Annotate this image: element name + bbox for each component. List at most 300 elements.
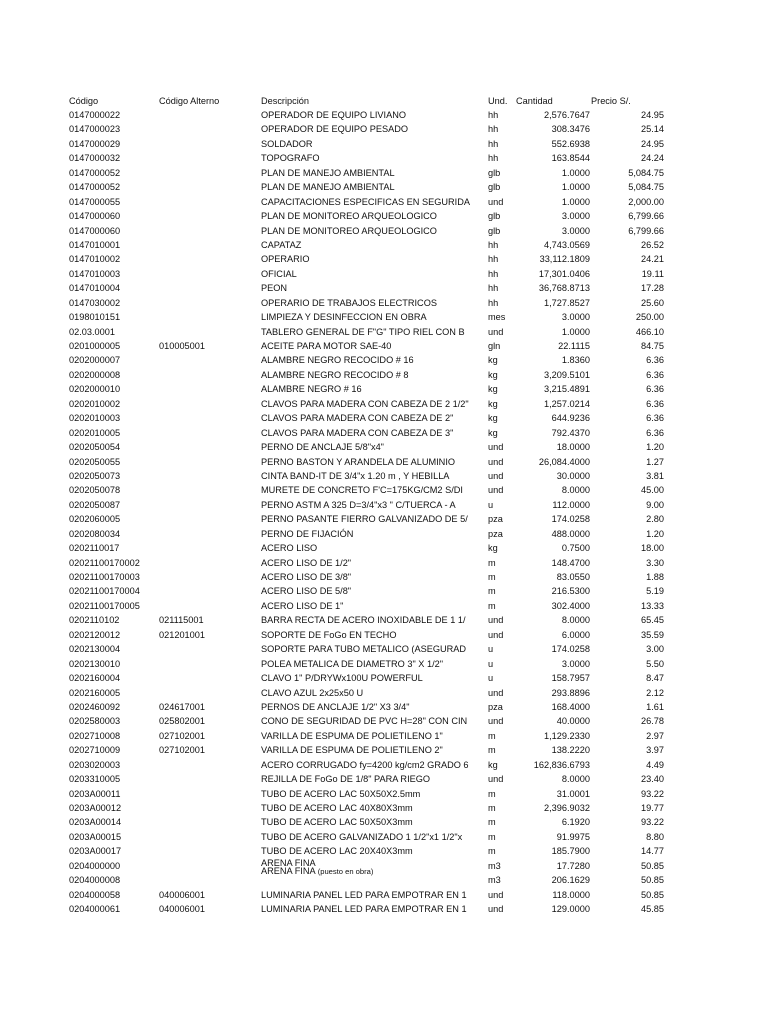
table-row [0, 397, 768, 411]
row-unit: m [488, 557, 496, 568]
table-row [0, 772, 768, 786]
row-quantity: 26,084.4000 [538, 456, 590, 467]
table-row [0, 743, 768, 757]
row-code: 0147000060 [69, 211, 121, 222]
row-quantity: 33,112.1809 [539, 254, 590, 265]
row-price: 466.10 [635, 326, 664, 337]
row-price: 25.60 [641, 297, 664, 308]
row-quantity: 4,743.0569 [544, 239, 590, 250]
row-code: 0202160005 [69, 687, 121, 698]
header-price: Precio S/. [591, 96, 631, 106]
row-description: PLAN DE MANEJO AMBIENTAL [261, 182, 395, 193]
row-price: 19.77 [641, 803, 664, 813]
row-unit: kg [488, 384, 498, 395]
row-description: TUBO DE ACERO LAC 50X50X3mm [261, 817, 413, 828]
row-description: POLEA METALICA DE DIAMETRO 3" X 1/2" [261, 658, 443, 669]
row-description: PLAN DE MONITOREO ARQUEOLOGICO [261, 225, 437, 236]
row-quantity: 185.7900 [551, 846, 590, 857]
row-unit: m [488, 817, 496, 828]
table-row [0, 801, 768, 815]
row-description: CONO DE SEGURIDAD DE PVC H=28" CON CIN [261, 716, 468, 727]
row-unit: pza [488, 701, 503, 712]
row-code: 0203A00014 [69, 817, 122, 828]
row-price: 2.80 [646, 514, 664, 525]
row-alt-code: 010005001 [159, 341, 205, 351]
table-row [0, 426, 768, 440]
row-price: 2.97 [646, 730, 664, 741]
row-description: PERNO DE ANCLAJE 5/8"x4" [261, 442, 384, 453]
row-code: 0202050055 [69, 456, 121, 467]
row-code: 0203A00011 [69, 788, 121, 799]
table-row [0, 815, 768, 829]
row-price: 13.33 [641, 600, 664, 611]
row-description-overlap: ARENA FINA (puesto en obra) [261, 866, 374, 877]
row-code: 0202050073 [69, 470, 121, 481]
row-code: 0202060005 [69, 514, 121, 525]
row-quantity: 488.0000 [551, 528, 590, 539]
row-unit: m3 [488, 860, 501, 871]
row-description: CLAVOS PARA MADERA CON CABEZA DE 3" [261, 427, 454, 438]
row-description: ACERO LISO DE 3/8" [261, 572, 352, 582]
row-price: 6.36 [646, 413, 664, 424]
table-row [0, 325, 768, 339]
row-description: CLAVO 1" P/DRYWx100U POWERFUL [261, 673, 423, 684]
row-unit: hh [488, 239, 499, 250]
row-price: 84.75 [641, 341, 664, 351]
row-quantity: 3.0000 [561, 211, 590, 222]
row-price: 1.20 [646, 528, 664, 539]
row-quantity: 3,215.4891 [544, 384, 590, 395]
row-code: 0147000052 [69, 182, 121, 193]
table-row [0, 830, 768, 844]
row-code: 0202160004 [69, 673, 121, 684]
row-description: PEON [261, 283, 288, 294]
row-quantity: 112.0000 [552, 499, 590, 510]
row-price: 26.78 [641, 716, 664, 727]
table-row [0, 281, 768, 295]
row-description: TUBO DE ACERO GALVANIZADO 1 1/2"x1 1/2"x [261, 831, 463, 842]
row-code: 0147000055 [69, 196, 121, 207]
row-price: 25.14 [641, 124, 664, 135]
row-price: 50.85 [641, 875, 664, 886]
row-quantity: 168.4000 [551, 701, 590, 712]
row-code: 0147000052 [69, 167, 121, 178]
row-description: CLAVO AZUL 2x25x50 U [261, 687, 364, 698]
row-unit: m [488, 788, 496, 799]
row-code: 0147030002 [69, 297, 121, 308]
table-row [0, 339, 768, 353]
row-description: CAPATAZ [261, 239, 302, 250]
row-unit: und [488, 442, 504, 453]
table-row [0, 368, 768, 382]
row-quantity: 129.0000 [551, 904, 590, 915]
row-quantity: 216.5300 [551, 586, 590, 597]
table-row [0, 902, 768, 916]
row-quantity: 1,257.0214 [544, 398, 590, 409]
row-quantity: 206.1629 [551, 875, 590, 886]
table-header [0, 95, 768, 108]
row-price: 17.28 [641, 283, 664, 294]
row-code: 0202050087 [69, 499, 121, 510]
row-description: PERNO PASANTE FIERRO GALVANIZADO DE 5/ [261, 514, 468, 525]
row-price: 8.47 [646, 673, 664, 684]
row-description: LUMINARIA PANEL LED PARA EMPOTRAR EN 1 [261, 889, 467, 900]
row-unit: hh [488, 153, 499, 164]
row-description: TUBO DE ACERO LAC 20X40X3mm [261, 846, 413, 857]
row-unit: u [488, 673, 494, 684]
row-code: 0147000029 [69, 138, 121, 149]
row-quantity: 8.0000 [561, 615, 590, 626]
row-quantity: 8.0000 [561, 485, 590, 496]
row-description: OPERARIO DE TRABAJOS ELECTRICOS [261, 297, 437, 308]
table-row [0, 556, 768, 570]
row-unit: und [488, 196, 504, 207]
row-unit: und [488, 629, 504, 640]
row-unit: kg [488, 355, 498, 366]
row-code: 0202460092 [69, 701, 121, 712]
table-row [0, 758, 768, 772]
row-price: 93.22 [641, 817, 664, 828]
row-code: 0202000008 [69, 369, 121, 380]
table-row [0, 714, 768, 728]
row-price: 23.40 [641, 774, 664, 785]
table-row [0, 671, 768, 685]
row-description: SOPORTE PARA TUBO METALICO (ASEGURAD [261, 644, 467, 655]
row-code: 02.03.0001 [69, 326, 115, 337]
row-code: 0202050054 [69, 442, 121, 453]
row-unit: hh [488, 138, 499, 149]
row-unit: und [488, 774, 504, 785]
table-row [0, 180, 768, 194]
table-row [0, 296, 768, 310]
row-unit: pza [488, 528, 503, 539]
row-description: LUMINARIA PANEL LED PARA EMPOTRAR EN 1 [261, 904, 467, 915]
table-row [0, 498, 768, 512]
row-unit: m [488, 831, 496, 842]
row-price: 5,084.75 [628, 167, 664, 178]
row-price: 24.21 [641, 254, 664, 265]
row-price: 45.00 [641, 485, 664, 496]
row-unit: m [488, 572, 496, 582]
row-code: 0201000005 [69, 341, 121, 351]
row-quantity: 293.8896 [551, 687, 590, 698]
table-row [0, 599, 768, 613]
row-quantity: 1,727.8527 [544, 297, 590, 308]
row-price: 93.22 [641, 788, 664, 799]
row-code: 0202710009 [69, 745, 121, 756]
table-row [0, 729, 768, 743]
row-code: 0202010005 [69, 427, 121, 438]
row-price: 6,799.66 [628, 225, 664, 236]
table-row [0, 195, 768, 209]
row-price: 2,000.00 [628, 196, 664, 207]
row-quantity: 83.0550 [556, 572, 590, 582]
row-price: 35.59 [641, 629, 664, 640]
row-quantity: 6.0000 [561, 629, 590, 640]
row-unit: und [488, 326, 504, 337]
header-unit: Und. [488, 96, 508, 106]
row-code: 02021100170003 [69, 572, 140, 582]
row-description: ALAMBRE NEGRO RECOCIDO # 16 [261, 355, 414, 366]
row-quantity: 17,301.0406 [538, 268, 590, 279]
row-quantity: 3.0000 [561, 312, 590, 323]
row-description: VARILLA DE ESPUMA DE POLIETILENO 1" [261, 730, 443, 741]
row-price: 1.88 [646, 572, 664, 582]
row-alt-code: 024617001 [159, 701, 205, 712]
row-price: 5.50 [646, 658, 664, 669]
row-unit: und [488, 470, 504, 481]
row-description: ACERO LISO DE 5/8" [261, 586, 352, 597]
row-code: 0147010002 [69, 254, 121, 265]
row-price: 19.11 [641, 268, 664, 279]
row-unit: hh [488, 254, 499, 265]
row-unit: kg [488, 398, 498, 409]
table-row [0, 455, 768, 469]
row-unit: m [488, 846, 496, 857]
row-unit: kg [488, 543, 498, 554]
row-code: 0203A00017 [69, 846, 122, 857]
row-unit: mes [488, 312, 506, 323]
row-code: 0202010003 [69, 413, 121, 424]
row-description: ACERO LISO DE 1" [261, 600, 344, 611]
row-description: TUBO DE ACERO LAC 50X50X2.5mm [261, 788, 421, 799]
row-alt-code: 040006001 [159, 904, 205, 915]
row-quantity: 644.9236 [551, 413, 590, 424]
row-quantity: 792.4370 [551, 427, 590, 438]
table-row [0, 209, 768, 223]
row-quantity: 3.0000 [561, 658, 590, 669]
row-price: 6.36 [646, 384, 664, 395]
row-description: BARRA RECTA DE ACERO INOXIDABLE DE 1 1/ [261, 615, 466, 626]
row-description: TABLERO GENERAL DE F"G" TIPO RIEL CON B [261, 326, 465, 337]
row-description: PLAN DE MANEJO AMBIENTAL [261, 167, 395, 178]
row-quantity: 40.0000 [556, 716, 590, 727]
row-quantity: 22.1115 [558, 341, 590, 351]
row-description: CINTA BAND-IT DE 3/4"x 1.20 m , Y HEBILLA [261, 470, 450, 481]
row-unit: glb [488, 211, 501, 222]
row-price: 50.85 [641, 860, 664, 871]
table-row [0, 440, 768, 454]
table-body [0, 108, 768, 859]
row-quantity: 91.9975 [556, 831, 590, 842]
row-description: MURETE DE CONCRETO F'C=175KG/CM2 S/DI [261, 485, 463, 496]
row-code: 0202000007 [69, 355, 121, 366]
row-unit: und [488, 615, 504, 626]
row-price: 9.00 [646, 499, 664, 510]
header-code: Código [69, 96, 99, 106]
row-code: 0202130004 [69, 644, 121, 655]
row-description: ALAMBRE NEGRO RECOCIDO # 8 [261, 369, 409, 380]
table-row [0, 888, 768, 902]
row-description: ACERO CORRUGADO fy=4200 kg/cm2 GRADO 6 [261, 759, 469, 770]
row-code: 0202010002 [69, 398, 121, 409]
row-unit: m [488, 600, 496, 611]
row-code: 0203310005 [69, 774, 121, 785]
row-unit: und [488, 456, 504, 467]
row-price: 5,084.75 [628, 182, 664, 193]
row-unit: glb [488, 182, 501, 193]
row-price: 3.97 [646, 745, 664, 756]
row-price: 4.49 [646, 759, 664, 770]
row-description: ACERO LISO DE 1/2" [261, 557, 352, 568]
row-unit: hh [488, 124, 499, 135]
table-row [0, 382, 768, 396]
row-description: SOPORTE DE FoGo EN TECHO [261, 629, 397, 640]
row-unit: kg [488, 413, 498, 424]
row-code: 0203020003 [69, 759, 121, 770]
header-alt-code: Código Alterno [159, 96, 220, 106]
row-code: 0147000032 [69, 153, 121, 164]
row-unit: m3 [488, 875, 501, 886]
row-quantity: 1.0000 [561, 182, 590, 193]
table-row [0, 541, 768, 555]
row-quantity: 6.1920 [561, 817, 590, 828]
row-description: ARENA FINA [261, 857, 316, 868]
row-unit: m [488, 803, 496, 813]
row-price: 2.12 [646, 687, 664, 698]
row-unit: und [488, 904, 504, 915]
row-unit: m [488, 730, 496, 741]
row-alt-code: 025802001 [159, 716, 205, 727]
row-unit: kg [488, 759, 498, 770]
row-price: 3.00 [646, 644, 664, 655]
table-row [0, 267, 768, 281]
row-code: 0147000023 [69, 124, 121, 135]
row-unit: und [488, 485, 504, 496]
row-code: 0204000061 [69, 904, 121, 915]
row-price: 5.19 [646, 586, 664, 597]
row-quantity: 118.0000 [552, 889, 590, 900]
row-unit: u [488, 499, 494, 510]
table-row [0, 857, 768, 877]
row-price: 250.00 [635, 312, 664, 323]
row-quantity: 1.0000 [561, 167, 590, 178]
row-price: 6.36 [646, 369, 664, 380]
row-unit: hh [488, 283, 499, 294]
row-code: 0202050078 [69, 485, 121, 496]
row-unit: glb [488, 225, 501, 236]
row-price: 1.27 [646, 456, 664, 467]
table-row [0, 613, 768, 627]
table-row [0, 873, 768, 887]
row-price: 18.00 [641, 543, 664, 554]
row-price: 14.77 [641, 846, 664, 857]
row-quantity: 36,768.8713 [538, 283, 590, 294]
row-alt-code: 040006001 [159, 889, 205, 900]
row-quantity: 162,836.6793 [533, 759, 590, 770]
table-row [0, 584, 768, 598]
row-quantity: 18.0000 [556, 442, 590, 453]
row-unit: hh [488, 268, 499, 279]
row-quantity: 1.8360 [561, 355, 590, 366]
row-unit: und [488, 716, 504, 727]
row-code: 0202130010 [69, 658, 121, 669]
row-description: PLAN DE MONITOREO ARQUEOLOGICO [261, 211, 437, 222]
row-description: ACEITE PARA MOTOR SAE-40 [261, 341, 392, 351]
row-price: 50.85 [641, 889, 664, 900]
table-row [0, 844, 768, 858]
row-price: 1.20 [646, 442, 664, 453]
row-code: 0147010001 [69, 239, 121, 250]
row-quantity: 2,396.9032 [544, 803, 590, 813]
table-row [0, 224, 768, 238]
row-code: 0147010004 [69, 283, 121, 294]
row-code: 0147000060 [69, 225, 121, 236]
table-row [0, 686, 768, 700]
table-row [0, 108, 768, 122]
row-unit: pza [488, 514, 503, 525]
row-unit: hh [488, 297, 499, 308]
row-description: OPERADOR DE EQUIPO LIVIANO [261, 110, 406, 120]
row-quantity: 163.8544 [551, 153, 590, 164]
row-price: 1.61 [646, 701, 664, 712]
table-row [0, 122, 768, 136]
row-code: 02021100170002 [69, 557, 140, 568]
row-price: 6.36 [646, 355, 664, 366]
row-description: TOPOGRAFO [261, 153, 320, 164]
price-table [0, 95, 768, 917]
row-description: LIMPIEZA Y DESINFECCION EN OBRA [261, 312, 427, 323]
row-price: 3.81 [646, 470, 664, 481]
table-row [0, 657, 768, 671]
row-description: PERNO DE FIJACIÓN [261, 528, 354, 539]
table-row [0, 353, 768, 367]
table-row [0, 252, 768, 266]
table-row [0, 527, 768, 541]
row-quantity: 308.3476 [551, 124, 590, 135]
row-price: 24.95 [641, 138, 664, 149]
row-description: CLAVOS PARA MADERA CON CABEZA DE 2" [261, 413, 454, 424]
row-price: 24.95 [641, 110, 664, 120]
row-quantity: 0.7500 [561, 543, 590, 554]
row-code: 0202580003 [69, 716, 121, 727]
row-price: 6,799.66 [628, 211, 664, 222]
table-row [0, 628, 768, 642]
row-quantity: 174.0258 [551, 514, 590, 525]
table-row [0, 310, 768, 324]
row-quantity: 31.0001 [556, 788, 590, 799]
row-unit: u [488, 658, 494, 669]
row-description: PERNO BASTON Y ARANDELA DE ALUMINIO [261, 456, 456, 467]
row-quantity: 2,576.7647 [544, 110, 590, 120]
table-row [0, 469, 768, 483]
table-row [0, 512, 768, 526]
row-code: 0202110102 [69, 615, 120, 626]
row-description: SOLDADOR [261, 138, 313, 149]
row-code: 0202080034 [69, 528, 121, 539]
table-tail [0, 888, 768, 917]
row-unit: hh [488, 110, 499, 120]
row-quantity: 1,129.2330 [544, 730, 590, 741]
row-quantity: 148.4700 [551, 557, 590, 568]
row-code: 0203A00015 [69, 831, 122, 842]
row-quantity: 8.0000 [561, 774, 590, 785]
row-unit: m [488, 745, 496, 756]
row-code: 0202710008 [69, 730, 121, 741]
row-alt-code: 027102001 [159, 730, 205, 741]
table-row [0, 151, 768, 165]
table-row [0, 642, 768, 656]
row-quantity: 3.0000 [561, 225, 590, 236]
row-price: 3.30 [646, 557, 664, 568]
row-code: 0198010151 [69, 312, 121, 323]
row-description: OFICIAL [261, 268, 297, 279]
row-description: TUBO DE ACERO LAC 40X80X3mm [261, 803, 413, 813]
row-unit: kg [488, 369, 498, 380]
table-row [0, 411, 768, 425]
row-description: ACERO LISO [261, 543, 318, 554]
row-code: 0202000010 [69, 384, 121, 395]
